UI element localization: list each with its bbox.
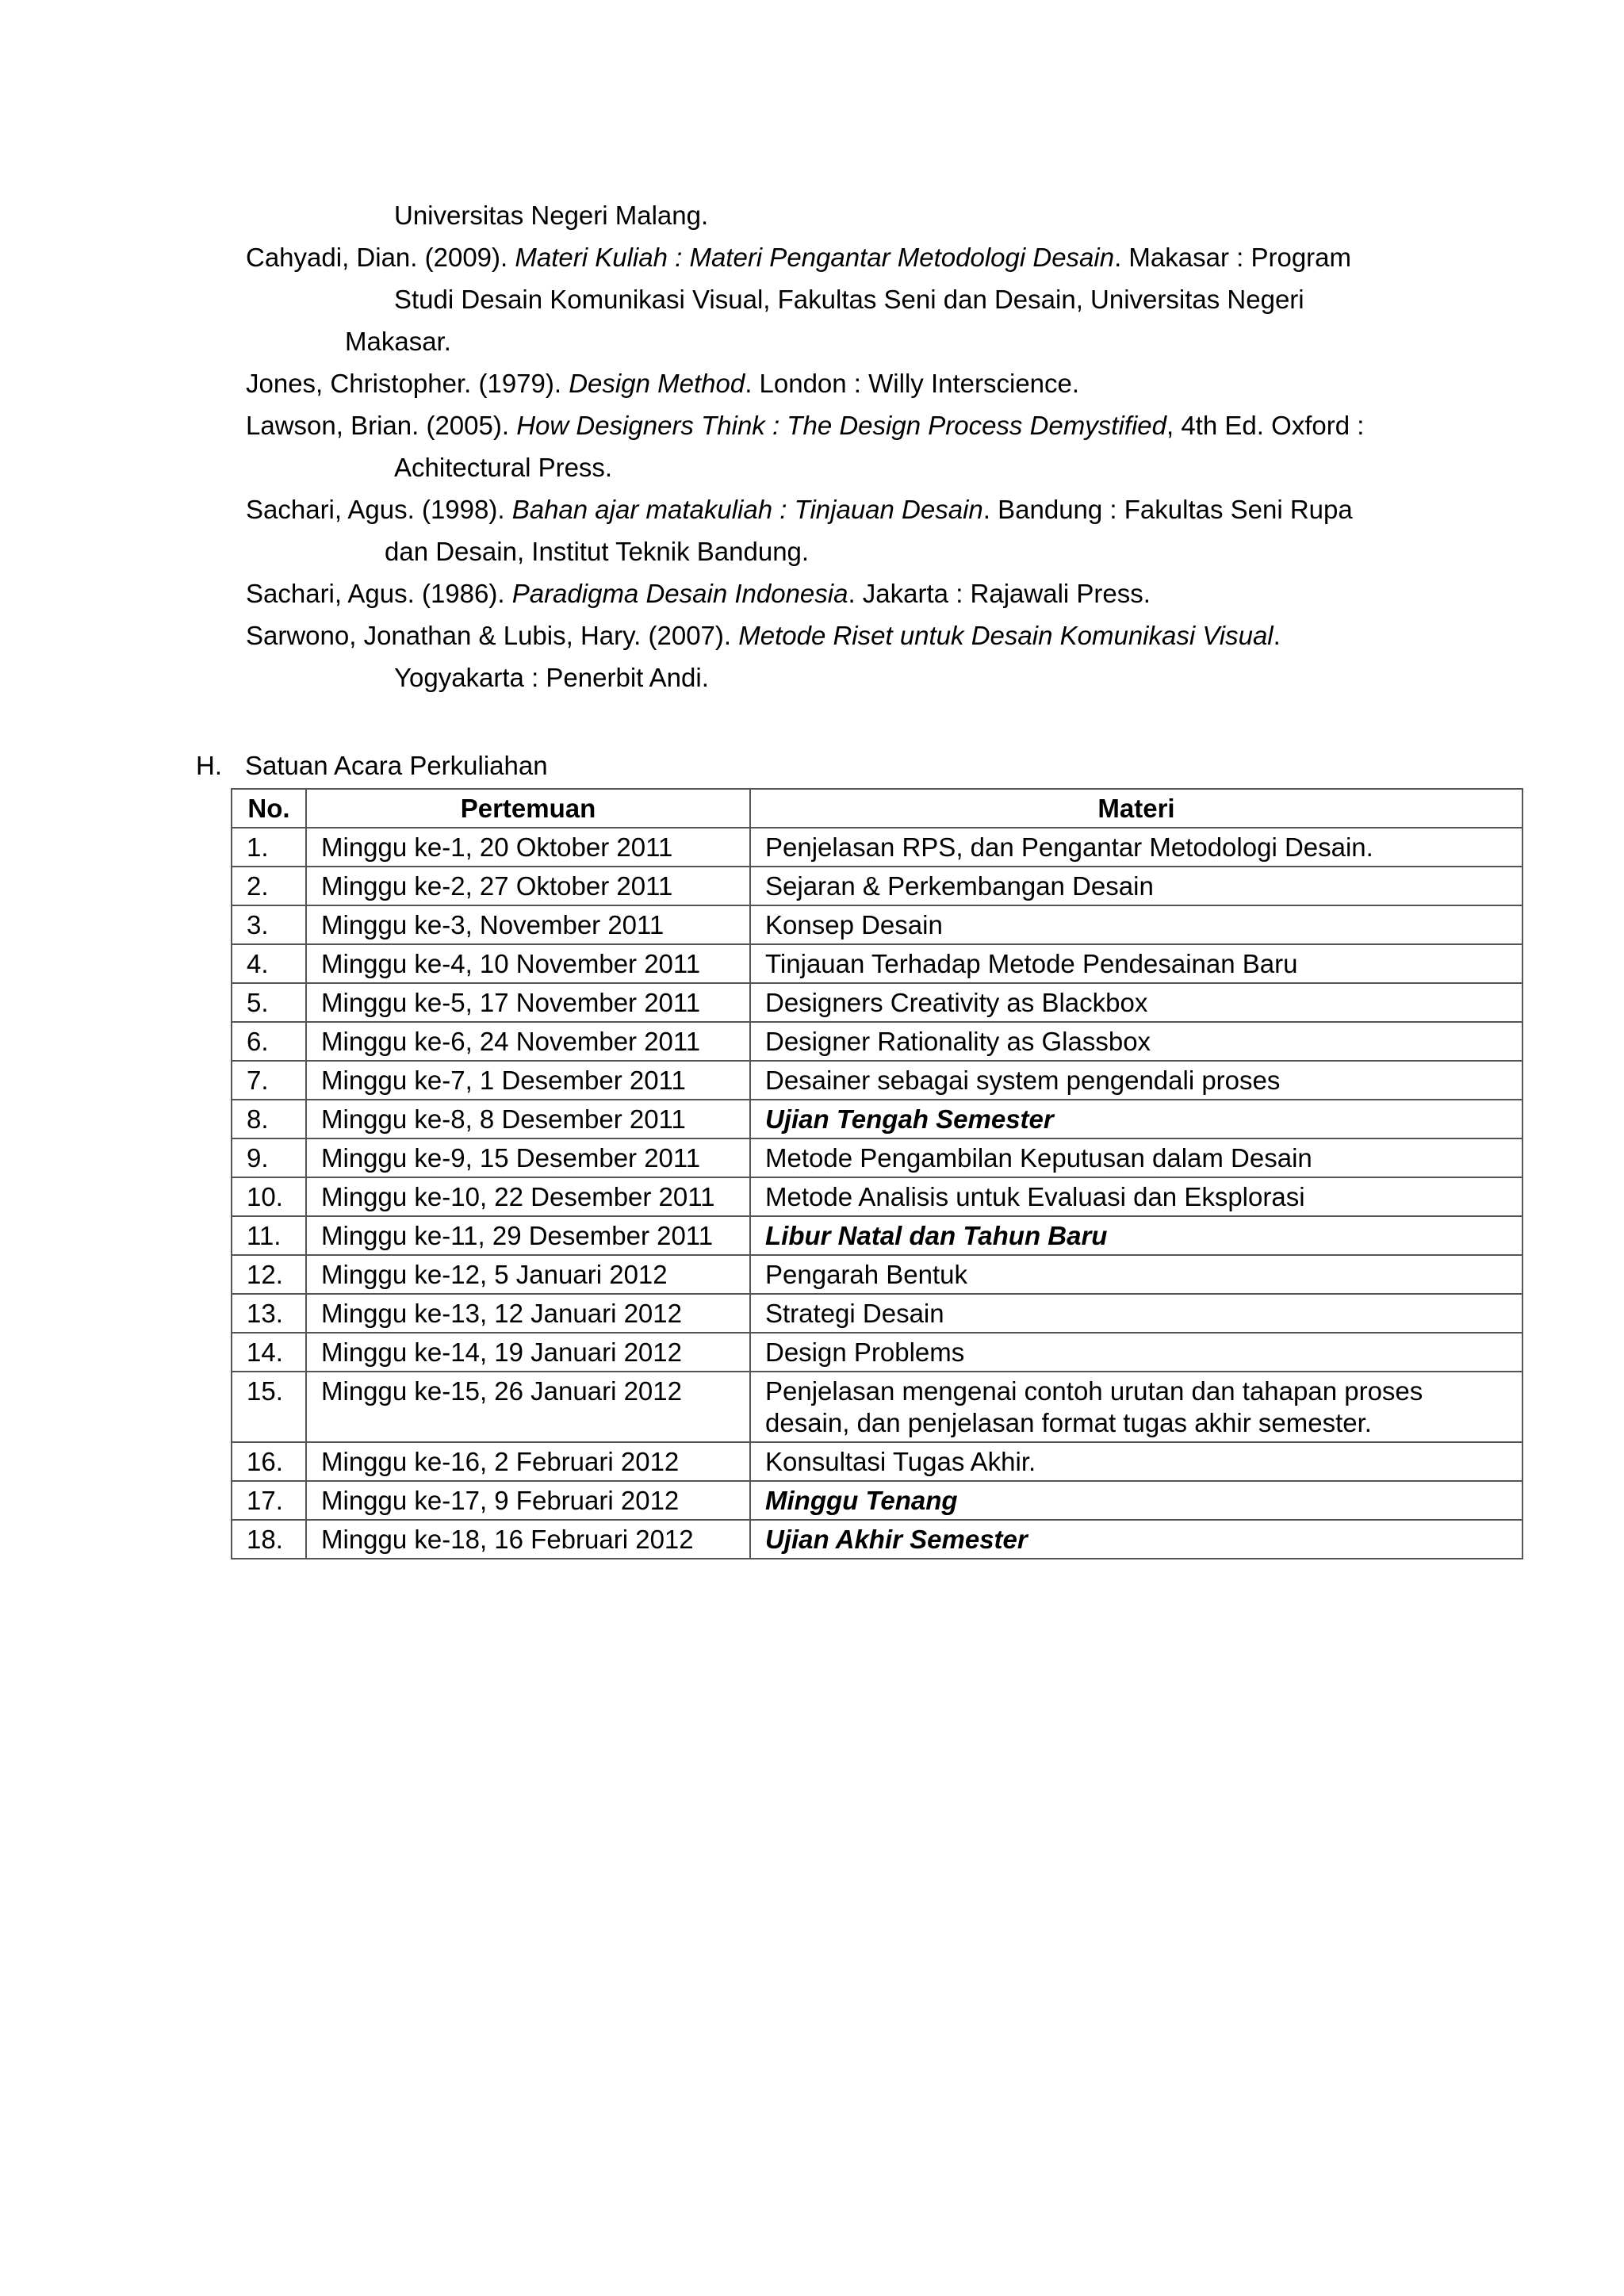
table-row — [232, 1333, 1522, 1372]
reference-text: . Bandung : Fakultas Seni Rupa — [982, 495, 1353, 524]
reference-title: Paradigma Desain Indonesia — [511, 579, 848, 608]
cell-materi: Design Problems — [750, 1333, 1522, 1372]
cell-pertemuan: Minggu ke-7, 1 Desember 2011 — [306, 1061, 750, 1100]
cell-materi: Strategi Desain — [750, 1294, 1522, 1333]
reference-text: . Makasar : Program — [1114, 243, 1352, 272]
cell-pertemuan: Minggu ke-4, 10 November 2011 — [306, 944, 750, 983]
table-row — [232, 1442, 1522, 1481]
cell-no: 5. — [232, 983, 306, 1022]
cell-materi: Konsep Desain — [750, 905, 1522, 944]
reference-text: Cahyadi, Dian. (2009). — [246, 243, 515, 272]
reference-line — [345, 326, 451, 358]
cell-pertemuan: Minggu ke-12, 5 Januari 2012 — [306, 1255, 750, 1294]
reference-text: Sachari, Agus. (1986). — [246, 579, 512, 608]
table-row — [232, 944, 1522, 983]
cell-pertemuan: Minggu ke-18, 16 Februari 2012 — [306, 1520, 750, 1559]
table-row — [232, 905, 1522, 944]
cell-pertemuan: Minggu ke-16, 2 Februari 2012 — [306, 1442, 750, 1481]
cell-materi: Sejaran & Perkembangan Desain — [750, 867, 1522, 905]
cell-no: 14. — [232, 1333, 306, 1372]
reference-line — [394, 662, 709, 694]
table-header-row — [232, 789, 1522, 828]
cell-pertemuan: Minggu ke-13, 12 Januari 2012 — [306, 1294, 750, 1333]
header-no: No. — [232, 789, 306, 828]
cell-no: 7. — [232, 1061, 306, 1100]
cell-pertemuan: Minggu ke-15, 26 Januari 2012 — [306, 1372, 750, 1442]
reference-line — [394, 452, 612, 484]
cell-materi: Designers Creativity as Blackbox — [750, 983, 1522, 1022]
reference-text: dan Desain, Institut Teknik Bandung. — [385, 537, 810, 566]
reference-text: Achitectural Press. — [394, 453, 613, 482]
cell-no: 8. — [232, 1100, 306, 1138]
cell-pertemuan: Minggu ke-17, 9 Februari 2012 — [306, 1481, 750, 1520]
reference-text: Sachari, Agus. (1998). — [246, 495, 512, 524]
cell-materi: Libur Natal dan Tahun Baru — [750, 1216, 1522, 1255]
cell-no: 9. — [232, 1138, 306, 1177]
table-row — [232, 1294, 1522, 1333]
cell-materi: Metode Analisis untuk Evaluasi dan Eksplorasi — [750, 1177, 1522, 1216]
reference-text: . London : Willy Interscience. — [745, 369, 1080, 398]
reference-line — [394, 284, 1304, 316]
section-letter: H. — [196, 751, 222, 780]
cell-materi: Designer Rationality as Glassbox — [750, 1022, 1522, 1061]
cell-materi: Desainer sebagai system pengendali proses — [750, 1061, 1522, 1100]
cell-no: 3. — [232, 905, 306, 944]
cell-pertemuan: Minggu ke-14, 19 Januari 2012 — [306, 1333, 750, 1372]
reference-line — [246, 242, 1351, 274]
reference-text: Universitas Negeri Malang. — [394, 201, 709, 230]
header-pertemuan: Pertemuan — [306, 789, 750, 828]
cell-no: 1. — [232, 828, 306, 867]
cell-no: 18. — [232, 1520, 306, 1559]
reference-line — [246, 410, 1364, 442]
cell-no: 17. — [232, 1481, 306, 1520]
cell-materi: Pengarah Bentuk — [750, 1255, 1522, 1294]
cell-no: 15. — [232, 1372, 306, 1442]
cell-materi: Minggu Tenang — [750, 1481, 1522, 1520]
cell-no: 4. — [232, 944, 306, 983]
cell-materi: Metode Pengambilan Keputusan dalam Desain — [750, 1138, 1522, 1177]
cell-pertemuan: Minggu ke-8, 8 Desember 2011 — [306, 1100, 750, 1138]
reference-text: Jones, Christopher. (1979). — [246, 369, 569, 398]
cell-pertemuan: Minggu ke-5, 17 November 2011 — [306, 983, 750, 1022]
reference-text: . Jakarta : Rajawali Press. — [848, 579, 1151, 608]
cell-no: 13. — [232, 1294, 306, 1333]
reference-text: . — [1273, 621, 1281, 650]
cell-pertemuan: Minggu ke-9, 15 Desember 2011 — [306, 1138, 750, 1177]
table-row — [232, 867, 1522, 905]
table-row — [232, 828, 1522, 867]
table-row — [232, 1061, 1522, 1100]
cell-pertemuan: Minggu ke-3, November 2011 — [306, 905, 750, 944]
cell-materi: Konsultasi Tugas Akhir. — [750, 1442, 1522, 1481]
cell-materi: Penjelasan mengenai contoh urutan dan tahapan proses desain, dan penjelasan format tugas akhir semester. — [750, 1372, 1522, 1442]
reference-title: How Designers Think : The Design Process Demystified — [516, 411, 1166, 440]
cell-no: 10. — [232, 1177, 306, 1216]
table-body — [232, 828, 1522, 1559]
section-heading — [196, 750, 548, 782]
table-row — [232, 1100, 1522, 1138]
schedule-table — [231, 788, 1523, 1559]
reference-line — [385, 536, 809, 568]
cell-no: 6. — [232, 1022, 306, 1061]
reference-text: Makasar. — [345, 327, 451, 356]
cell-materi: Penjelasan RPS, dan Pengantar Metodologi Desain. — [750, 828, 1522, 867]
cell-pertemuan: Minggu ke-10, 22 Desember 2011 — [306, 1177, 750, 1216]
table-row — [232, 983, 1522, 1022]
table-row — [232, 1177, 1522, 1216]
reference-line — [394, 200, 708, 232]
reference-text: , 4th Ed. Oxford : — [1166, 411, 1365, 440]
cell-materi: Ujian Akhir Semester — [750, 1520, 1522, 1559]
reference-title: Bahan ajar matakuliah : Tinjauan Desain — [511, 495, 983, 524]
cell-pertemuan: Minggu ke-6, 24 November 2011 — [306, 1022, 750, 1061]
table-row — [232, 1255, 1522, 1294]
table-row — [232, 1481, 1522, 1520]
table-row — [232, 1022, 1522, 1061]
cell-no: 2. — [232, 867, 306, 905]
cell-no: 12. — [232, 1255, 306, 1294]
section-title: Satuan Acara Perkuliahan — [245, 751, 548, 780]
reference-line — [246, 368, 1079, 400]
table-row — [232, 1216, 1522, 1255]
reference-line — [246, 578, 1151, 610]
reference-line — [246, 620, 1281, 652]
cell-materi: Ujian Tengah Semester — [750, 1100, 1522, 1138]
table-row — [232, 1520, 1522, 1559]
table-row — [232, 1138, 1522, 1177]
cell-pertemuan: Minggu ke-11, 29 Desember 2011 — [306, 1216, 750, 1255]
reference-text: Lawson, Brian. (2005). — [246, 411, 517, 440]
cell-no: 11. — [232, 1216, 306, 1255]
table-row — [232, 1372, 1522, 1442]
cell-pertemuan: Minggu ke-1, 20 Oktober 2011 — [306, 828, 750, 867]
reference-title: Materi Kuliah : Materi Pengantar Metodologi Desain — [515, 243, 1115, 272]
reference-text: Yogyakarta : Penerbit Andi. — [394, 663, 709, 692]
reference-title: Metode Riset untuk Desain Komunikasi Visual — [738, 621, 1274, 650]
header-materi: Materi — [750, 789, 1522, 828]
reference-line — [246, 494, 1353, 526]
cell-no: 16. — [232, 1442, 306, 1481]
cell-pertemuan: Minggu ke-2, 27 Oktober 2011 — [306, 867, 750, 905]
reference-text: Sarwono, Jonathan & Lubis, Hary. (2007). — [246, 621, 739, 650]
reference-text: Studi Desain Komunikasi Visual, Fakultas Seni dan Desain, Universitas Negeri — [394, 285, 1304, 314]
reference-title: Design Method — [569, 369, 745, 398]
cell-materi: Tinjauan Terhadap Metode Pendesainan Baru — [750, 944, 1522, 983]
